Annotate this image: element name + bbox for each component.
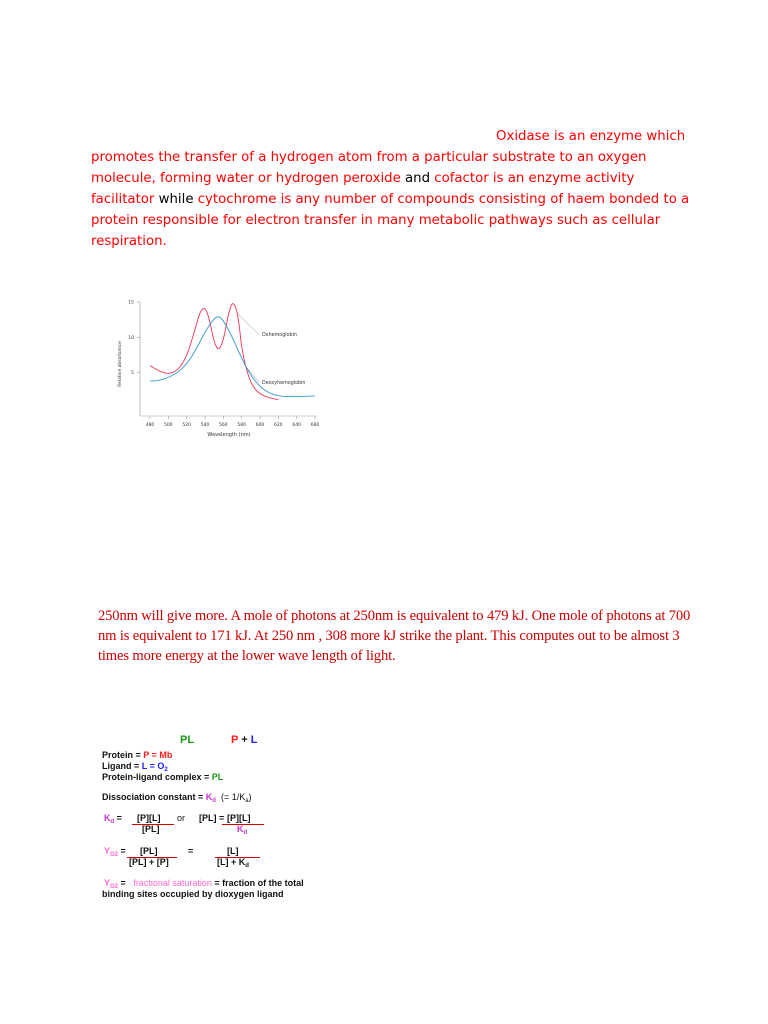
pl-den-d: d [243, 830, 248, 836]
kd-subscript: d [212, 798, 216, 804]
x-tick-label: 620 [274, 423, 283, 428]
y-numerator: [PL] [140, 846, 158, 856]
title-l: L [250, 734, 258, 746]
y-equals-2: = [188, 846, 194, 856]
cytochrome-definition: cytochrome is any number of compounds consisting of haem bonded to a protein responsible for electron transfer in many metabolic pathways such as cellular respiration. [91, 192, 690, 249]
oxidase-definition: Oxidase is an enzyme which promotes the transfer of a hydrogen atom from a particular substrate to an oxygen molecule, forming water or hydrogen peroxide [91, 129, 686, 186]
pl-numerator: [P][L] [227, 813, 251, 823]
title-pl: PL [180, 734, 195, 746]
x-axis-label: Wavelength (nm) [207, 432, 251, 438]
y-equals: = [118, 846, 126, 856]
energy-explanation: 250nm will give more. A mole of photons at 250nm is equivalent to 479 kJ. One mole of photons at 700 nm is equivalent to 171 kJ. At 250 nm , 308 more kJ strike the plant. This computes out to be almost 3 times more energy at the lower wave length of light. [98, 608, 691, 664]
x-tick-label: 500 [164, 423, 173, 428]
y-subscript: O2 [110, 852, 119, 858]
l-denominator [217, 857, 249, 869]
absorbance-chart [112, 294, 322, 444]
complex-value: PL [211, 772, 224, 782]
y-tick-label: 5 [131, 371, 134, 377]
l-den-sub: d [245, 863, 249, 869]
fractional-saturation-line-2: binding sites occupied by dioxygen ligand [102, 889, 284, 899]
y-axis-label: Relative absorbance [118, 341, 123, 387]
y-lhs [104, 846, 126, 858]
protein-label: Protein = [102, 750, 144, 760]
pl-denominator [237, 824, 247, 836]
chart-axes [140, 302, 317, 416]
pl-den-k: K [237, 824, 244, 834]
frac-equals: = [118, 878, 126, 888]
l-numerator: [L] [227, 846, 239, 856]
binding-equations [100, 733, 345, 903]
x-tick-label: 600 [255, 423, 265, 428]
frac-y: Y [104, 878, 111, 888]
or-word: or [177, 813, 186, 823]
x-tick-label: 540 [200, 423, 210, 428]
x-tick-label: 660 [310, 423, 320, 428]
cofactor-definition: cofactor is an enzyme activity facilitator [91, 171, 635, 207]
dissoc-close: ) [248, 792, 252, 802]
y-symbol: Y [104, 846, 111, 856]
y-denominator: [PL] + [P] [129, 857, 169, 867]
legend-leader-line [244, 364, 259, 382]
x-tick-label: 560 [219, 423, 228, 428]
complex-label: Protein-ligand complex = [102, 772, 212, 782]
protein-definition [102, 750, 172, 760]
kd-numerator: [P][L] [137, 813, 161, 823]
frac-label: fractional saturation [133, 878, 212, 888]
x-tick-label: 640 [292, 423, 301, 428]
kd-eq-subscript: d [110, 819, 115, 825]
definitions-paragraph [91, 126, 691, 252]
l-den-text: [L] + K [217, 857, 246, 867]
ligand-value: L = O [141, 761, 165, 771]
connector-while: while [154, 192, 198, 207]
kd-denominator: [PL] [142, 824, 160, 834]
title-products [231, 734, 257, 746]
x-tick-label: 520 [182, 423, 191, 428]
legend-label-deoxyhemoglobin: Deoxyhemoglobin [262, 381, 306, 386]
dissoc-rest: (= 1/K [220, 792, 246, 802]
ka-subscript: a [245, 798, 249, 804]
frac-subscript: O2 [110, 884, 119, 890]
pl-lhs: [PL] = [199, 813, 225, 823]
dissociation-definition [102, 792, 252, 804]
y-tick-label: 15 [128, 300, 134, 306]
dissoc-label: Dissociation constant = [102, 792, 206, 802]
frac-rest: = fraction of the total [211, 878, 304, 888]
title-p: P [231, 734, 239, 746]
ligand-subscript: 2 [164, 767, 168, 773]
protein-value: P = Mb [143, 750, 173, 760]
kd-lhs [104, 813, 122, 825]
x-tick-label: 580 [237, 423, 246, 428]
complex-definition [102, 772, 223, 782]
kd-symbol: K [205, 792, 213, 802]
kd-eq-symbol: K [104, 813, 111, 823]
legend-label-oxhemoglobin: Oxhemoglobin [262, 333, 297, 338]
ligand-label: Ligand = [102, 761, 142, 771]
x-tick-label: 480 [145, 423, 155, 428]
y-tick-label: 10 [128, 335, 134, 341]
kd-equals: = [114, 813, 122, 823]
connector-and: and [400, 171, 435, 186]
title-plus: + [241, 734, 248, 746]
